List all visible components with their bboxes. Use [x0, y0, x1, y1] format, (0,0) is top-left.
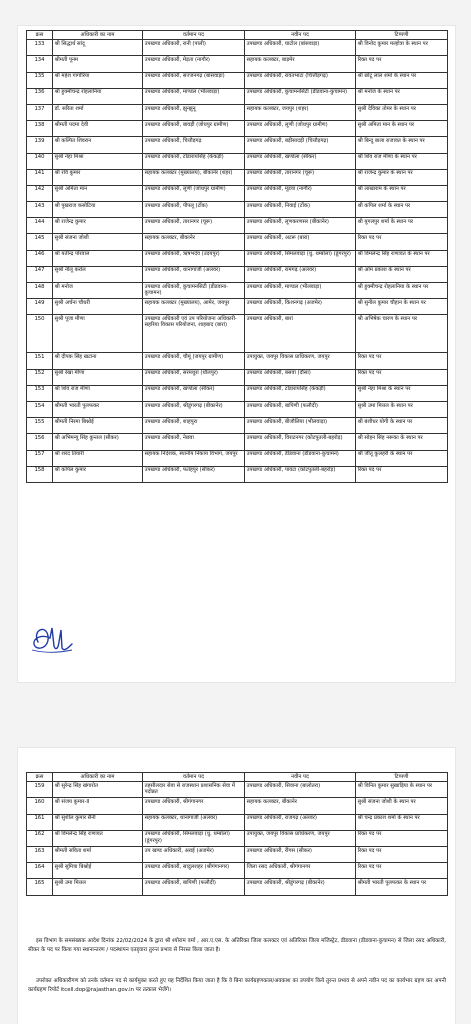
remarks: श्रीमती भारती पुलफकर के स्थान पर: [356, 879, 448, 895]
remarks: रिक्त पद पर: [356, 353, 448, 369]
officer-name: श्री रवि कुमार: [53, 169, 143, 185]
current-post: उपखण्ड अधिकारी, टोडारायसिंह (केकड़ी): [143, 153, 245, 169]
table-row: [27, 830, 448, 846]
current-post: उपखण्ड अधिकारी, सिमलवाड़ा (धु. धम्बोला) (डूंगरपुर): [143, 830, 245, 846]
new-post: उपखण्ड अधिकारी, श्रीडूंगरगढ़ (बीकानेर): [245, 879, 356, 895]
serial-number: 150: [27, 315, 53, 353]
relieving-instruction: [28, 977, 446, 994]
table-row: [27, 353, 448, 369]
remarks: श्री छोटू लाल शर्मा के स्थान पर: [356, 72, 448, 88]
officer-name: श्री सुरेन्द्र सिंह खंगारोत: [53, 782, 143, 798]
remarks: श्री जीतू कुलहरी के स्थान पर: [356, 450, 448, 466]
officer-name: सुश्री अर्चना चौधरी: [53, 299, 143, 315]
new-post: उपखण्ड अधिकारी, कुचामनसिटी (डीडवाना-कुचामन): [245, 88, 356, 104]
current-post: उपखण्ड अधिकारी, माण्डल (भीलवाड़ा): [143, 88, 245, 104]
serial-number: 133: [27, 40, 53, 56]
serial-number: 160: [27, 798, 53, 814]
current-post: तहसीलदार सेवा से राजस्थान प्रशासनिक सेवा में पदोन्नत: [143, 782, 245, 798]
remarks: श्री सोहन सिंह नरूका के स्थान पर: [356, 434, 448, 450]
serial-number: 135: [27, 72, 53, 88]
current-post: उपखण्ड अधिकारी, ऋषभदेव (उदयपुर): [143, 250, 245, 266]
new-post: उपायुक्त, जयपुर विकास प्राधिकरण, जयपुर: [245, 353, 356, 369]
serial-number: 151: [27, 353, 53, 369]
officer-name: श्री दीपक सिंह खटाना: [53, 353, 143, 369]
remarks: रिक्त पद पर: [356, 466, 448, 482]
remarks: रिक्त पद पर: [356, 369, 448, 385]
new-post: उपखण्ड अधिकारी, घाटोल (बांसवाड़ा): [245, 40, 356, 56]
officer-name: श्री कल्पित शिवरान: [53, 137, 143, 153]
officer-name: श्रीमती पूनम: [53, 56, 143, 72]
current-post: उपखण्ड अधिकारी, बावड़ी (जोधपुर ग्रामीण): [143, 121, 245, 137]
current-post: उपखण्ड अधिकारी, बापिणी (फलौदी): [143, 879, 245, 895]
table-row: [27, 88, 448, 104]
officer-name: सुश्री नेहा मिश्रा: [53, 153, 143, 169]
remarks: श्री विनोद कुमार मल्होत्रा के स्थान पर: [356, 40, 448, 56]
serial-number: 156: [27, 434, 53, 450]
officer-name: श्रीमती पदमा देवी: [53, 121, 143, 137]
serial-number: 158: [27, 466, 53, 482]
order-page-2: [18, 748, 455, 1024]
remarks: रिक्त पद पर: [356, 863, 448, 879]
table-row: [27, 846, 448, 862]
table-row: [27, 401, 448, 417]
remarks: श्री ओम प्रकाश के स्थान पर: [356, 266, 448, 282]
table-row: [27, 202, 448, 218]
officer-name: सुश्री अमिता मान: [53, 185, 143, 201]
new-post: उपखण्ड अधिकारी, रींगस (सीकर): [245, 846, 356, 862]
remarks: श्री बंशीधर योगी के स्थान पर: [356, 418, 448, 434]
serial-number: 149: [27, 299, 53, 315]
table-row: [27, 169, 448, 185]
header-serial: क्रस: [27, 31, 53, 40]
officer-name: सुश्री उमा मित्तल: [53, 879, 143, 895]
serial-number: 154: [27, 401, 53, 417]
remarks: रिक्त पद पर: [356, 56, 448, 72]
new-post: उपखण्ड अधिकारी, निवाई (टोंक): [245, 202, 356, 218]
table-row: [27, 283, 448, 299]
officer-name: श्री शिव राज मीणा: [53, 385, 143, 401]
current-post: उपखण्ड अधिकारी, सरमथुरा (धौलपुर): [143, 369, 245, 385]
current-post: उपखण्ड अधिकारी, श्रीडूंगरगढ़ (बीकानेर): [143, 401, 245, 417]
serial-number: 157: [27, 450, 53, 466]
current-post: सहायक कलक्टर (मुख्यालय), बीकानेर (शहर): [143, 169, 245, 185]
header-serial: क्रस: [27, 773, 53, 782]
officer-name: सुश्री पूजा मीणा: [53, 315, 143, 353]
remarks: सुश्री देविका तोमर के स्थान पर: [356, 104, 448, 120]
officer-name: श्री महेश गागोरिया: [53, 72, 143, 88]
new-post: उपखण्ड अधिकारी, बीजौलिया (भीलवाड़ा): [245, 418, 356, 434]
serial-number: 141: [27, 169, 53, 185]
officer-name: सुश्री नीलू करोल: [53, 266, 143, 282]
officer-name: श्री शरद तिवारी: [53, 450, 143, 466]
officer-name: श्री विमलेन्द्र सिंह राणावत: [53, 830, 143, 846]
new-post: उपखण्ड अधिकारी, किशनगढ़ (अजमेर): [245, 299, 356, 315]
remarks: श्री विमलेन्द्र सिंह राणावत के स्थान पर: [356, 250, 448, 266]
table-row: [27, 137, 448, 153]
serial-number: 140: [27, 153, 53, 169]
current-post: सहायक निदेशक, स्थानीय निकाय विभाग, जयपुर: [143, 450, 245, 466]
serial-number: 147: [27, 266, 53, 282]
remarks: सुश्री संजना जोशी के स्थान पर: [356, 798, 448, 814]
officer-name: सुश्री संजना जोशी: [53, 234, 143, 250]
officer-name: श्री कपिल कुमार: [53, 466, 143, 482]
officer-name: श्री पुखराज कसोटिया: [53, 202, 143, 218]
serial-number: 153: [27, 385, 53, 401]
remarks: सुश्री उमा मित्तल के स्थान पर: [356, 401, 448, 417]
serial-number: 143: [27, 202, 53, 218]
remarks: श्री राजेन्द्र कुमार के स्थान पर: [356, 169, 448, 185]
table-row: [27, 879, 448, 895]
table-row: [27, 434, 448, 450]
new-post: उपखण्ड अधिकारी, डीडवाना (डीडवाना-कुचामन): [245, 450, 356, 466]
officer-name: श्री मनोज: [53, 283, 143, 299]
table-row: [27, 418, 448, 434]
table-body-page-1: [27, 40, 448, 483]
table-row: [27, 299, 448, 315]
officer-name: डॉ. सरिता शर्मा: [53, 104, 143, 120]
table-row: [27, 56, 448, 72]
table-row: [27, 121, 448, 137]
officer-name: श्री हुक्मीचन्द्र रोहलानिया: [53, 88, 143, 104]
officer-name: श्री संजय कुमार-II: [53, 798, 143, 814]
table-row: [27, 72, 448, 88]
new-post: सहायक कलक्टर, बाड़मेर: [245, 56, 356, 72]
table-row: [27, 234, 448, 250]
current-post: उपखण्ड अधिकारी, लूणी (जोधपुर ग्रामीण): [143, 185, 245, 201]
table-header-row: [27, 31, 448, 40]
officer-name: सुश्री सुमित्रा बिश्नोई: [53, 863, 143, 879]
serial-number: 162: [27, 830, 53, 846]
current-post: उपखण्ड अधिकारी, फतेहपुर (सीकर): [143, 466, 245, 482]
new-post: उपखण्ड अधिकारी, लूणी (जोधपुर ग्रामीण): [245, 121, 356, 137]
current-post: उपखण्ड अधिकारी, चौमूं (जयपुर ग्रामीण): [143, 353, 245, 369]
new-post: उपखण्ड अधिकारी, लूणकरणसर (बीकानेर): [245, 218, 356, 234]
header-new-post: नवीन पद: [245, 31, 356, 40]
table-row: [27, 104, 448, 120]
new-post: उपखण्ड अधिकारी, खण्डेला (सीकर): [245, 153, 356, 169]
new-post: उपखण्ड अधिकारी, माण्डल (भीलवाड़ा): [245, 283, 356, 299]
table-row: [27, 250, 448, 266]
serial-number: 152: [27, 369, 53, 385]
table-row: [27, 40, 448, 56]
officer-name: सुश्री रेखा मीणा: [53, 369, 143, 385]
header-officer-name: अधिकारी का नाम: [53, 773, 143, 782]
serial-number: 148: [27, 283, 53, 299]
serial-number: 155: [27, 418, 53, 434]
current-post: उपखण्ड अधिकारी, मेड़ता (नागौर): [143, 56, 245, 72]
new-post: उपखण्ड अधिकारी, अटरू (बारां): [245, 234, 356, 250]
officer-name: श्री राजेन्द्र कुमार: [53, 218, 143, 234]
remarks: श्री बिन्दु बाला राजावत के स्थान पर: [356, 137, 448, 153]
remarks: रिक्त पद पर: [356, 846, 448, 862]
serial-number: 161: [27, 814, 53, 830]
transfer-table-page-2: [26, 772, 448, 896]
header-current-post: वर्तमान पद: [143, 773, 245, 782]
current-post: उपखण्ड अधिकारी, पीपलू (टोंक): [143, 202, 245, 218]
remarks: श्री हुक्मीचन्द्र रोहलानिया के स्थान पर: [356, 283, 448, 299]
current-post: उपखण्ड अधिकारी, श्रीगंगानगर: [143, 798, 245, 814]
current-post: उपखण्ड अधिकारी, नेछवा: [143, 434, 245, 450]
new-post: उपखण्ड अधिकारी, सिमलवाड़ा (धु. धम्बोला) (डूंगरपुर): [245, 250, 356, 266]
new-post: सहायक कलक्टर, बीकानेर: [245, 798, 356, 814]
header-new-post: नवीन पद: [245, 773, 356, 782]
new-post: जिला रसद अधिकारी, श्रीगंगानगर: [245, 863, 356, 879]
new-post: उपखण्ड अधिकारी, रावतभाटा (चित्तौड़गढ़): [245, 72, 356, 88]
header-officer-name: अधिकारी का नाम: [53, 31, 143, 40]
new-post: उपखण्ड अधिकारी, मूंडवा (नागौर): [245, 185, 356, 201]
serial-number: 142: [27, 185, 53, 201]
serial-number: 136: [27, 88, 53, 104]
current-post: उपखण्ड अधिकारी एवं उप परियोजना अधिकारी-सहरिया विकास परियोजना, शाहबाद (बारां): [143, 315, 245, 353]
new-post: उपखण्ड अधिकारी, तारानगर (चूरू): [245, 169, 356, 185]
current-post: उपखण्ड अधिकारी, सादुलशहर (श्रीगंगानगर): [143, 863, 245, 879]
serial-number: 139: [27, 137, 53, 153]
serial-number: 137: [27, 104, 53, 120]
new-post: उपखण्ड अधिकारी, राजगढ़ (अलवर): [245, 814, 356, 830]
current-post: उपखण्ड अधिकारी, तारानगर (चूरू): [143, 218, 245, 234]
current-post: सहायक कलक्टर, थानागाजी (अलवर): [143, 814, 245, 830]
officer-name: श्री अभिमन्यु सिंह कुन्तल (सीकर): [53, 434, 143, 450]
remarks: श्री अभिषेक चारण के स्थान पर: [356, 315, 448, 353]
table-row: [27, 266, 448, 282]
serial-number: 159: [27, 782, 53, 798]
new-post: उपखण्ड अधिकारी, पावटा (कोटपुतली-बहरोड़): [245, 466, 356, 482]
signature-image: [28, 622, 76, 656]
order-page-1: [18, 26, 455, 682]
remarks: रिक्त पद पर: [356, 234, 448, 250]
table-row: [27, 315, 448, 353]
remarks: श्री युगलपुर शर्मा के स्थान पर: [356, 218, 448, 234]
table-row: [27, 814, 448, 830]
header-current-post: वर्तमान पद: [143, 31, 245, 40]
remarks: श्री विनित कुमार सुखाड़िया के स्थान पर: [356, 782, 448, 798]
new-post: उपखण्ड अधिकारी, रामगढ़ (अलवर): [245, 266, 356, 282]
officer-name: श्रीमती सविता शर्मा: [53, 846, 143, 862]
header-remarks: टिप्पणी: [356, 31, 448, 40]
serial-number: 145: [27, 234, 53, 250]
remarks: श्री मनोज के स्थान पर: [356, 88, 448, 104]
remarks: श्री शिव राज मीणा के स्थान पर: [356, 153, 448, 169]
officer-name: श्रीमती निरमा बिश्नोई: [53, 418, 143, 434]
remarks: श्री सुनील कुमार चौहान के स्थान पर: [356, 299, 448, 315]
officer-name: श्री सिद्धार्थ सांदू: [53, 40, 143, 56]
serial-number: 146: [27, 250, 53, 266]
table-row: [27, 450, 448, 466]
remarks: श्री कपिल शर्मा के स्थान पर: [356, 202, 448, 218]
current-post: सहायक कलक्टर, बीकानेर: [143, 234, 245, 250]
current-post: उपखण्ड अधिकारी, रानी (पाली): [143, 40, 245, 56]
current-post: उपखण्ड अधिकारी, चित्तौड़गढ़: [143, 137, 245, 153]
remarks: सुश्री अमिता मान के स्थान पर: [356, 121, 448, 137]
serial-number: 134: [27, 56, 53, 72]
table-row: [27, 863, 448, 879]
current-post: उपखण्ड अधिकारी, कुचामनसिटी (डीडवाना-कुचामन): [143, 283, 245, 299]
new-post: उपखण्ड अधिकारी, बारां: [245, 315, 356, 353]
new-post: उपखण्ड अधिकारी, बापिणी (फलौदी): [245, 401, 356, 417]
officer-name: श्री सुशील कुमार सैनी: [53, 814, 143, 830]
new-post: उपखण्ड अधिकारी, बड़ीसादड़ी (चित्तौड़गढ़): [245, 137, 356, 153]
new-post: सहायक कलक्टर, जयपुर (शहर): [245, 104, 356, 120]
current-post: उप खण्ड अधिकारी, अराई (अजमेर): [143, 846, 245, 862]
table-row: [27, 466, 448, 482]
remarks: श्री चन्द्र प्रकाश शर्मा के स्थान पर: [356, 814, 448, 830]
table-row: [27, 798, 448, 814]
header-remarks: टिप्पणी: [356, 773, 448, 782]
new-post: उपखण्ड अधिकारी, सिवाना (बालोतरा): [245, 782, 356, 798]
new-post: उपायुक्त, जयपुर विकास प्राधिकरण, जयपुर: [245, 830, 356, 846]
table-header-row: [27, 773, 448, 782]
cancellation-note: [28, 937, 446, 954]
transfer-table-page-1: [26, 30, 448, 483]
serial-number: 165: [27, 879, 53, 895]
serial-number: 138: [27, 121, 53, 137]
table-row: [27, 218, 448, 234]
remarks: श्री लाखाराम के स्थान पर: [356, 185, 448, 201]
new-post: उपखण्ड अधिकारी, बसवा (दौसा): [245, 369, 356, 385]
table-row: [27, 369, 448, 385]
serial-number: 163: [27, 846, 53, 862]
current-post: उपखण्ड अधिकारी, सज्जनगढ़ (बांसवाड़ा): [143, 72, 245, 88]
table-row: [27, 185, 448, 201]
table-row: [27, 153, 448, 169]
remarks: सुश्री नेहा मिश्रा के स्थान पर: [356, 385, 448, 401]
serial-number: 164: [27, 863, 53, 879]
current-post: उपखण्ड अधिकारी, खण्डेला (सीकर): [143, 385, 245, 401]
table-row: [27, 385, 448, 401]
new-post: उपखण्ड अधिकारी, विराटनगर (कोटपुतली-बहरोड़): [245, 434, 356, 450]
current-post: उपखण्ड अधिकारी, झुन्झुनू: [143, 104, 245, 120]
table-row: [27, 782, 448, 798]
current-post: सहायक कलक्टर (मुख्यालय), आमेर, जयपुर: [143, 299, 245, 315]
current-post: उपखण्ड अधिकारी, थानागाजी (अलवर): [143, 266, 245, 282]
table-body-page-2: [27, 782, 448, 895]
serial-number: 144: [27, 218, 53, 234]
officer-name: श्री यतीन्द्र पोरवाल: [53, 250, 143, 266]
cancellation-note-text: इस विभाग के समसंख्यक आदेश दिनांक 22/02/2024 के द्वारा श्री श्योराम वर्मा , आर.ए.एस. के अतिरिक्त जिला कलक्टर एवं अतिरिक्त जिला मजिस्ट्रेट, डीडवाना (डीडवाना-कुचामन) से जिला रसद अधिकारी, सीकर के पद पर किया गया स्थानान्तरण / पदस्थापन एतद्द्वारा तुरन्त प्रभाव से निरस्त किया जाता है।: [28, 938, 446, 953]
remarks: रिक्त पद पर: [356, 830, 448, 846]
officer-name: श्रीमती भारती पुलफकर: [53, 401, 143, 417]
current-post: उपखण्ड अधिकारी, शाहपुरा: [143, 418, 245, 434]
new-post: उपखण्ड अधिकारी, टोडारायसिंह (केकड़ी): [245, 385, 356, 401]
relieving-instruction-text: उपरोक्त अधिकारीगण को उनके वर्तमान पद से कार्यमुक्त करते हुए यह निर्देशित किया जाता है कि वे बिना कार्यग्रहणकाल/अवकाश का उपयोग किये तुरन्त प्रभाव से अपने नवीन पद का कार्यभार ग्रहण कर अपनी कार्यग्रहण रिपोर्ट itcell.dop@rajasthan.gov.in पर तत्काल भेजेंगे।: [28, 978, 446, 993]
